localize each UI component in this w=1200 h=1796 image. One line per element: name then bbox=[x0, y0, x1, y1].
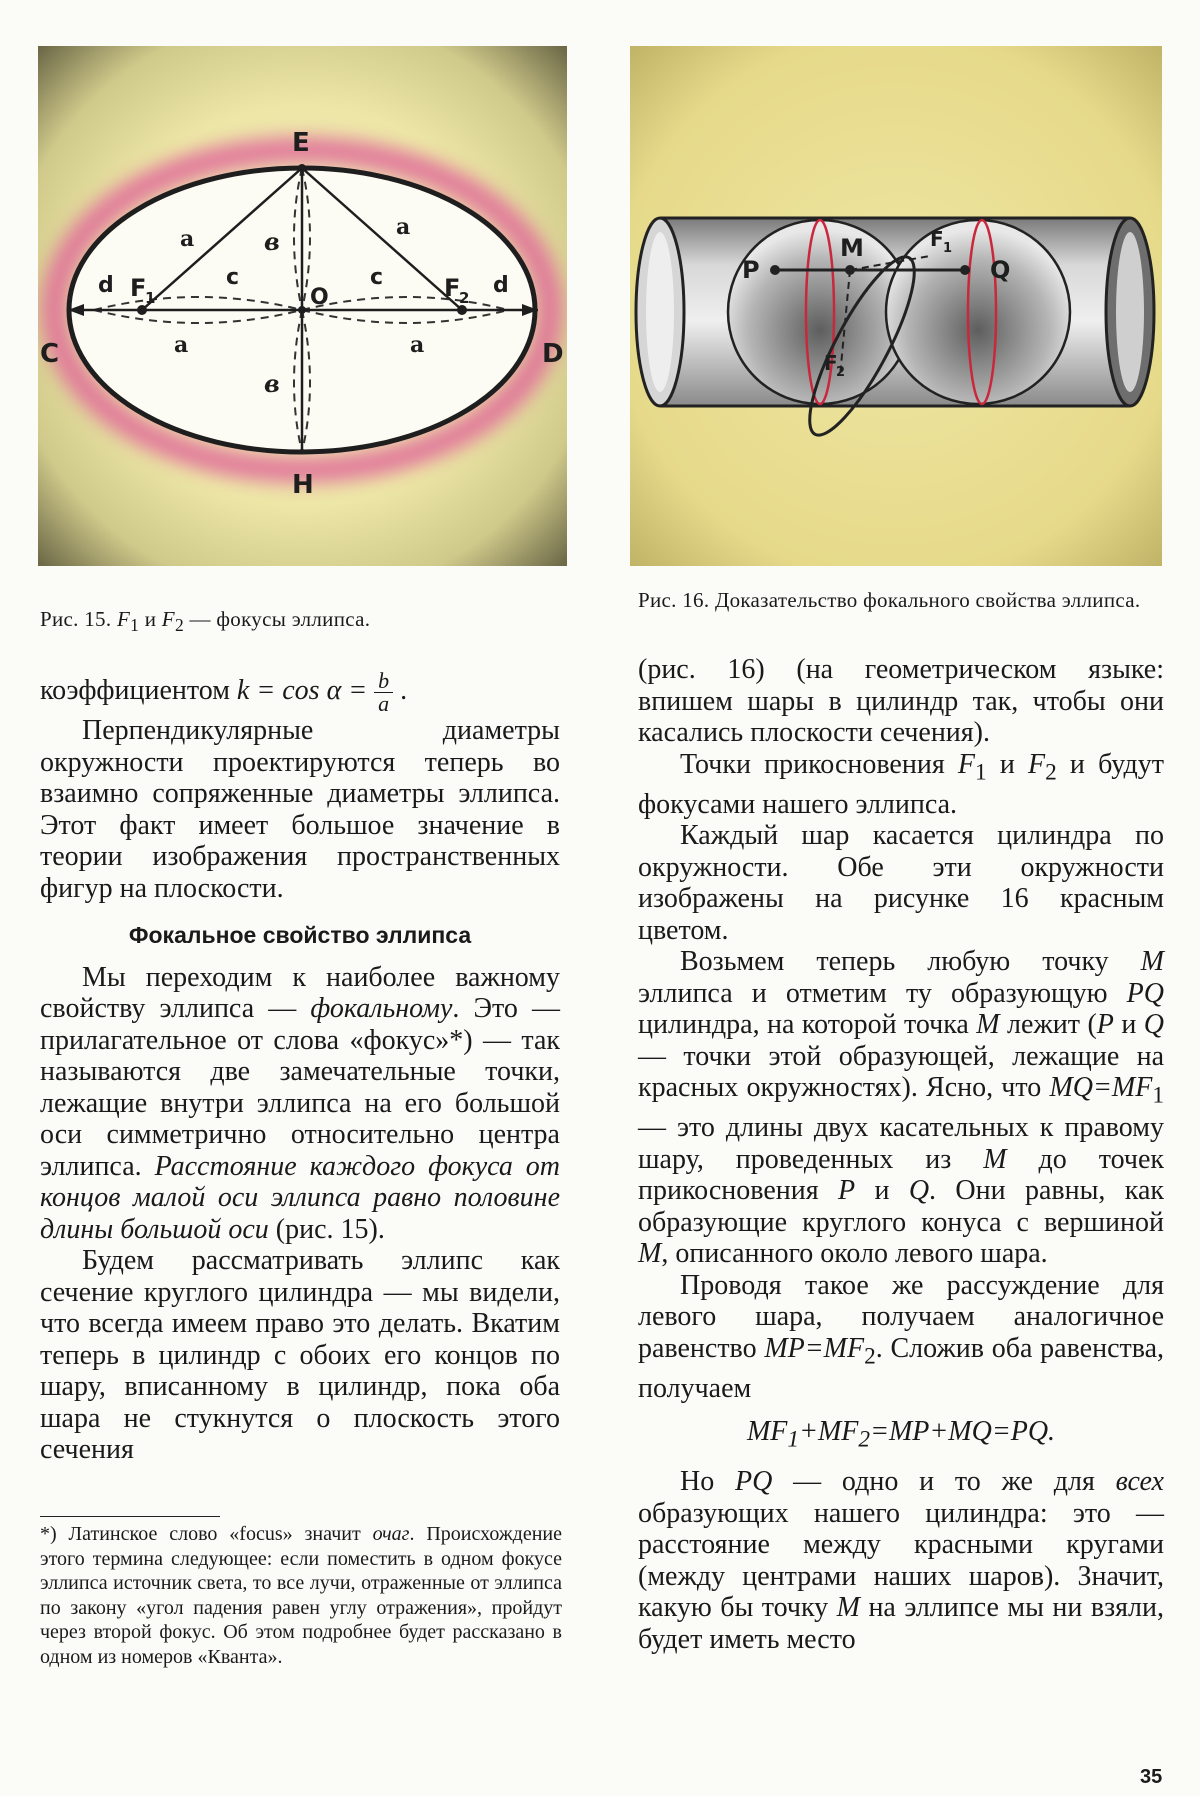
math-sub: 1 bbox=[1152, 1082, 1164, 1109]
label-d-right: d bbox=[493, 273, 509, 298]
paragraph-coefficient bbox=[40, 670, 560, 715]
text: и будут фокусами нашего эллипса. bbox=[638, 748, 1164, 820]
label-a-right-bottom: a bbox=[410, 332, 425, 358]
text: (рис. 15). bbox=[268, 1213, 385, 1245]
label-a-right-top: a bbox=[396, 214, 411, 240]
paragraph bbox=[638, 946, 1164, 1270]
label-c-left: c bbox=[226, 265, 240, 290]
text: Возьмем теперь любую точку bbox=[680, 946, 1141, 978]
math-sub: 1 bbox=[787, 1426, 800, 1453]
math: PQ bbox=[735, 1466, 773, 1498]
text: и bbox=[855, 1175, 909, 1207]
label-a-left-bottom: a bbox=[174, 332, 189, 358]
paragraph bbox=[638, 749, 1164, 821]
footnote-rule bbox=[40, 1516, 220, 1517]
text: . Они равны, как образующие круглого конуса с вершиной bbox=[638, 1175, 1165, 1238]
math: F bbox=[957, 748, 975, 780]
math: P bbox=[1096, 1009, 1114, 1041]
text: коэффициентом bbox=[40, 674, 237, 706]
math-sub: 2 bbox=[858, 1426, 871, 1453]
text: . Это — прилагательное от слова «фокус»*) — так называются две замечательные точки, лежащие внутри эллипса на его большой оси симметрично относительно центра эллипса. bbox=[40, 993, 560, 1182]
label-F1-sub: 1 bbox=[943, 241, 953, 256]
fraction-den: a bbox=[378, 691, 390, 716]
left-column bbox=[40, 670, 560, 1466]
figure-15-ellipse bbox=[38, 46, 567, 566]
text: , описанного около левого шара. bbox=[661, 1238, 1048, 1270]
label-F2: F bbox=[444, 274, 461, 302]
italic-text: всех bbox=[1115, 1466, 1164, 1498]
math: PQ bbox=[1126, 977, 1164, 1009]
caption-and: и bbox=[139, 607, 162, 631]
label-a-left-top: a bbox=[180, 226, 195, 252]
label-b-bottom: в bbox=[264, 369, 280, 398]
math-sub: 2 bbox=[1045, 759, 1057, 786]
label-F1: F bbox=[130, 274, 147, 302]
paragraph bbox=[40, 962, 560, 1246]
ellipse-diagram bbox=[38, 46, 567, 566]
math: M bbox=[638, 1238, 662, 1270]
text: цилиндра, на которой точка bbox=[638, 1009, 977, 1041]
math: M bbox=[1140, 946, 1164, 978]
text: лежит ( bbox=[999, 1009, 1097, 1041]
label-b-top: в bbox=[264, 227, 280, 256]
paragraph bbox=[638, 1466, 1164, 1655]
label-O: O bbox=[310, 285, 329, 310]
cylinder-diagram bbox=[630, 46, 1162, 566]
label-E: E bbox=[292, 128, 310, 158]
text: . bbox=[393, 674, 408, 706]
text: Но bbox=[680, 1466, 736, 1498]
figure-16-caption: Рис. 16. Доказательство фокального свойства эллипса. bbox=[638, 588, 1141, 612]
math: F bbox=[1027, 748, 1046, 780]
page-number: 35 bbox=[1140, 1766, 1163, 1788]
label-H: H bbox=[292, 470, 314, 500]
paragraph bbox=[638, 1270, 1164, 1405]
text: — это длины двух касательных к правому шару, проведенных из bbox=[638, 1112, 1164, 1175]
label-F2-sub: 2 bbox=[836, 365, 846, 380]
right-column bbox=[638, 654, 1164, 1655]
label-M: M bbox=[840, 234, 864, 262]
figure-16-cylinder bbox=[630, 46, 1162, 566]
text: эллипса и отметим ту образующую bbox=[638, 977, 1127, 1009]
math-sub: 1 bbox=[974, 759, 987, 786]
display-formula bbox=[638, 1416, 1164, 1456]
math: P bbox=[837, 1175, 856, 1207]
math: M bbox=[976, 1009, 1000, 1041]
label-D: D bbox=[542, 339, 564, 369]
paragraph: (рис. 16) (на геометрическом языке: впишем шары в цилиндр так, чтобы они касались плоскости сечения). bbox=[638, 654, 1164, 748]
text: Точки прикосновения bbox=[680, 748, 958, 780]
label-F1-sub: 1 bbox=[145, 289, 156, 307]
text: . Происхождение этого термина следующее: если поместить в одном фокусе эллипса источник света, то все лучи, отраженные от эллипса по закону «угол падения равен углу отражения», пройдут через второй фокус. Об этом подробнее будет рассказано в одном из номеров «Кванта». bbox=[40, 1523, 562, 1668]
paragraph: Будем рассматривать эллипс как сечение круглого цилиндра — мы видели, что всегда имеем право это делать. Вкатим теперь в цилиндр с обоих его концов по шару, вписанному в цилиндр, пока оба шара не стукнутся о плоскость этого сечения bbox=[40, 1245, 560, 1465]
caption-f1: F bbox=[116, 607, 131, 631]
text: на эллипсе мы ни взяли, будет иметь место bbox=[638, 1592, 1164, 1655]
caption-text: Рис. 15. bbox=[40, 607, 117, 631]
caption-f2: F bbox=[161, 607, 175, 631]
italic-text: очаг bbox=[372, 1523, 410, 1545]
italic-text: фокальному bbox=[310, 993, 453, 1024]
text: *) Латинское слово «focus» значит bbox=[40, 1523, 373, 1545]
label-d-left: d bbox=[98, 273, 114, 298]
math: MP=MF bbox=[764, 1332, 865, 1364]
caption-end: — фокусы эллипса. bbox=[184, 607, 371, 631]
text: и bbox=[986, 748, 1028, 780]
paragraph: Каждый шар касается цилиндра по окружности. Обе эти окружности изображены на рисунке 16 красным цветом. bbox=[638, 820, 1164, 946]
text: и bbox=[1113, 1009, 1144, 1041]
label-Q: Q bbox=[990, 256, 1011, 284]
text: — одно и то же для bbox=[772, 1466, 1116, 1498]
label-P: P bbox=[742, 256, 760, 284]
paragraph: Перпендикулярные диаметры окружности проектируются теперь во взаимно сопряженные диаметры эллипса. Этот факт имеет большое значение в теории изображения пространственных фигур на плоскости. bbox=[40, 715, 560, 904]
figure-15-caption bbox=[40, 607, 560, 637]
math: MF bbox=[746, 1416, 788, 1448]
text: Проводя такое же рассуждение для левого шара, получаем аналогичное равенство bbox=[638, 1269, 1164, 1364]
label-F2: F bbox=[824, 351, 838, 375]
math: =MP+MQ=PQ. bbox=[870, 1416, 1056, 1448]
text: Мы переходим к наиболее важному свойству эллипса — bbox=[40, 961, 560, 1024]
footnote-text bbox=[40, 1522, 562, 1669]
math: Q bbox=[908, 1175, 930, 1207]
caption-f2-sub: 2 bbox=[174, 615, 184, 636]
text: . Сложив оба равенства, получаем bbox=[638, 1332, 1165, 1404]
italic-text: Расстояние каждого фокуса от концов малой оси эллипса равно половине длины большой оси bbox=[40, 1150, 560, 1245]
text: образующих нашего цилиндра: это — расстояние между красными кругами (между центрами наших шаров). Значит, какую бы точку bbox=[638, 1497, 1164, 1624]
math: MQ=MF bbox=[1049, 1072, 1153, 1104]
label-C: C bbox=[40, 339, 60, 369]
footnote bbox=[40, 1522, 562, 1669]
label-F1: F bbox=[930, 227, 944, 251]
math: +MF bbox=[799, 1416, 859, 1448]
math-sub: 2 bbox=[864, 1343, 876, 1370]
text: до точек прикосновения bbox=[638, 1143, 1164, 1207]
math: Q bbox=[1143, 1009, 1164, 1041]
formula: k = cos α = bbox=[236, 674, 375, 706]
label-F2-sub: 2 bbox=[459, 289, 470, 307]
caption-f1-sub: 1 bbox=[130, 615, 140, 636]
math: M bbox=[983, 1143, 1007, 1175]
fraction-num: b bbox=[374, 670, 393, 693]
text: — точки этой образующей, лежащие на красных окружностях). Ясно, что bbox=[638, 1040, 1164, 1104]
fraction bbox=[374, 670, 393, 715]
math: M bbox=[836, 1592, 860, 1624]
label-c-right: c bbox=[370, 265, 384, 290]
section-heading: Фокальное свойство эллипса bbox=[128, 922, 472, 948]
